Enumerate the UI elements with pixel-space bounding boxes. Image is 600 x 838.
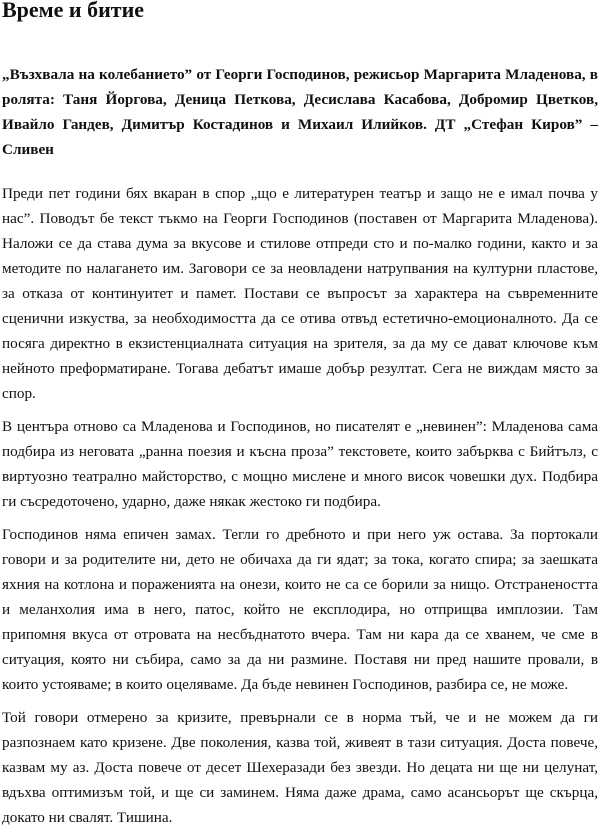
article-subtitle: „Възхвала на колебанието” от Георги Господинов, режисьор Маргарита Младенова, в ролята: Таня Йоргова, Деница Петкова, Десислава Касабова, Добромир Цветков, Ивайло Гандев, Димитър Костадинов и Михаил Илийков. ДТ „Стефан Киров” – Сливен bbox=[2, 66, 598, 158]
article-body bbox=[2, 181, 598, 838]
article-paragraph-1: Преди пет години бях вкаран в спор „що е литературен театър и защо не е имал почва у нас”. Поводът бе текст тъкмо на Георги Господинов (поставен от Маргарита Младенова). Наложи се да става дума за вкусове и стилове отпреди сто и по-малко години, както и за методите по налагането им. Заговори се за неовладени натрупвания на културни пластове, за отказа от континуитет и памет. Постави се въпросът за характера на съвременните сценични изкуства, за необходимостта да се отива отвъд естетично-емоционалното. Да се посяга директно в екзистенциалната ситуация на зрителя, за да му се дават ключове към нейното преформатиране. Тогава дебатът имаше добър резултат. Сега не виждам място за спор. bbox=[2, 185, 598, 402]
article-title: Време и битие bbox=[2, 0, 145, 22]
article-paragraph-4: Той говори отмерено за кризите, превърнали се в норма тъй, че и не можем да ги разпознаем като кризене. Две поколения, казва той, живеят в тази ситуация. Доста повече, казвам му аз. Доста повече от десет Шехеразади без звезди. Но децата ни ще ни целунат, вдъхва оптимизъм той, и ще си заминем. Няма даже драма, само асансьорът ще скърца, докато ни свалят. Тишина. bbox=[2, 709, 598, 826]
article-paragraph-2: В центъра отново са Младенова и Господинов, но писателят е „невинен”: Младенова сама подбира из неговата „ранна поезия и късна проза” текстовете, които забърква с Бийтълз, с виртуозно театрално майсторство, с мощно мислене и много висок човешки дух. Подбира ги съсредоточено, ударно, даже някак жестоко ги подбира. bbox=[2, 418, 598, 510]
article-paragraph-3: Господинов няма епичен замах. Тегли го дребното и при него уж остава. За портокали говори и за родителите ни, дето не обичаха да ги ядат; за тока, когато спира; за заешката яхния на котлона и пораженията на онези, които не са се борили за нищо. Отстранеността и меланхолия има в него, патос, който не експлодира, но отприщва имплозии. Там припомня вкуса от отровата на несбъднатото вчера. Там ни кара да се хванем, че сме в ситуация, която ни събира, само за да ни размине. Поставя ни пред нашите провали, в които устояваме; в които оцеляваме. Да бъде невинен Господинов, разбира се, не може. bbox=[2, 526, 598, 693]
